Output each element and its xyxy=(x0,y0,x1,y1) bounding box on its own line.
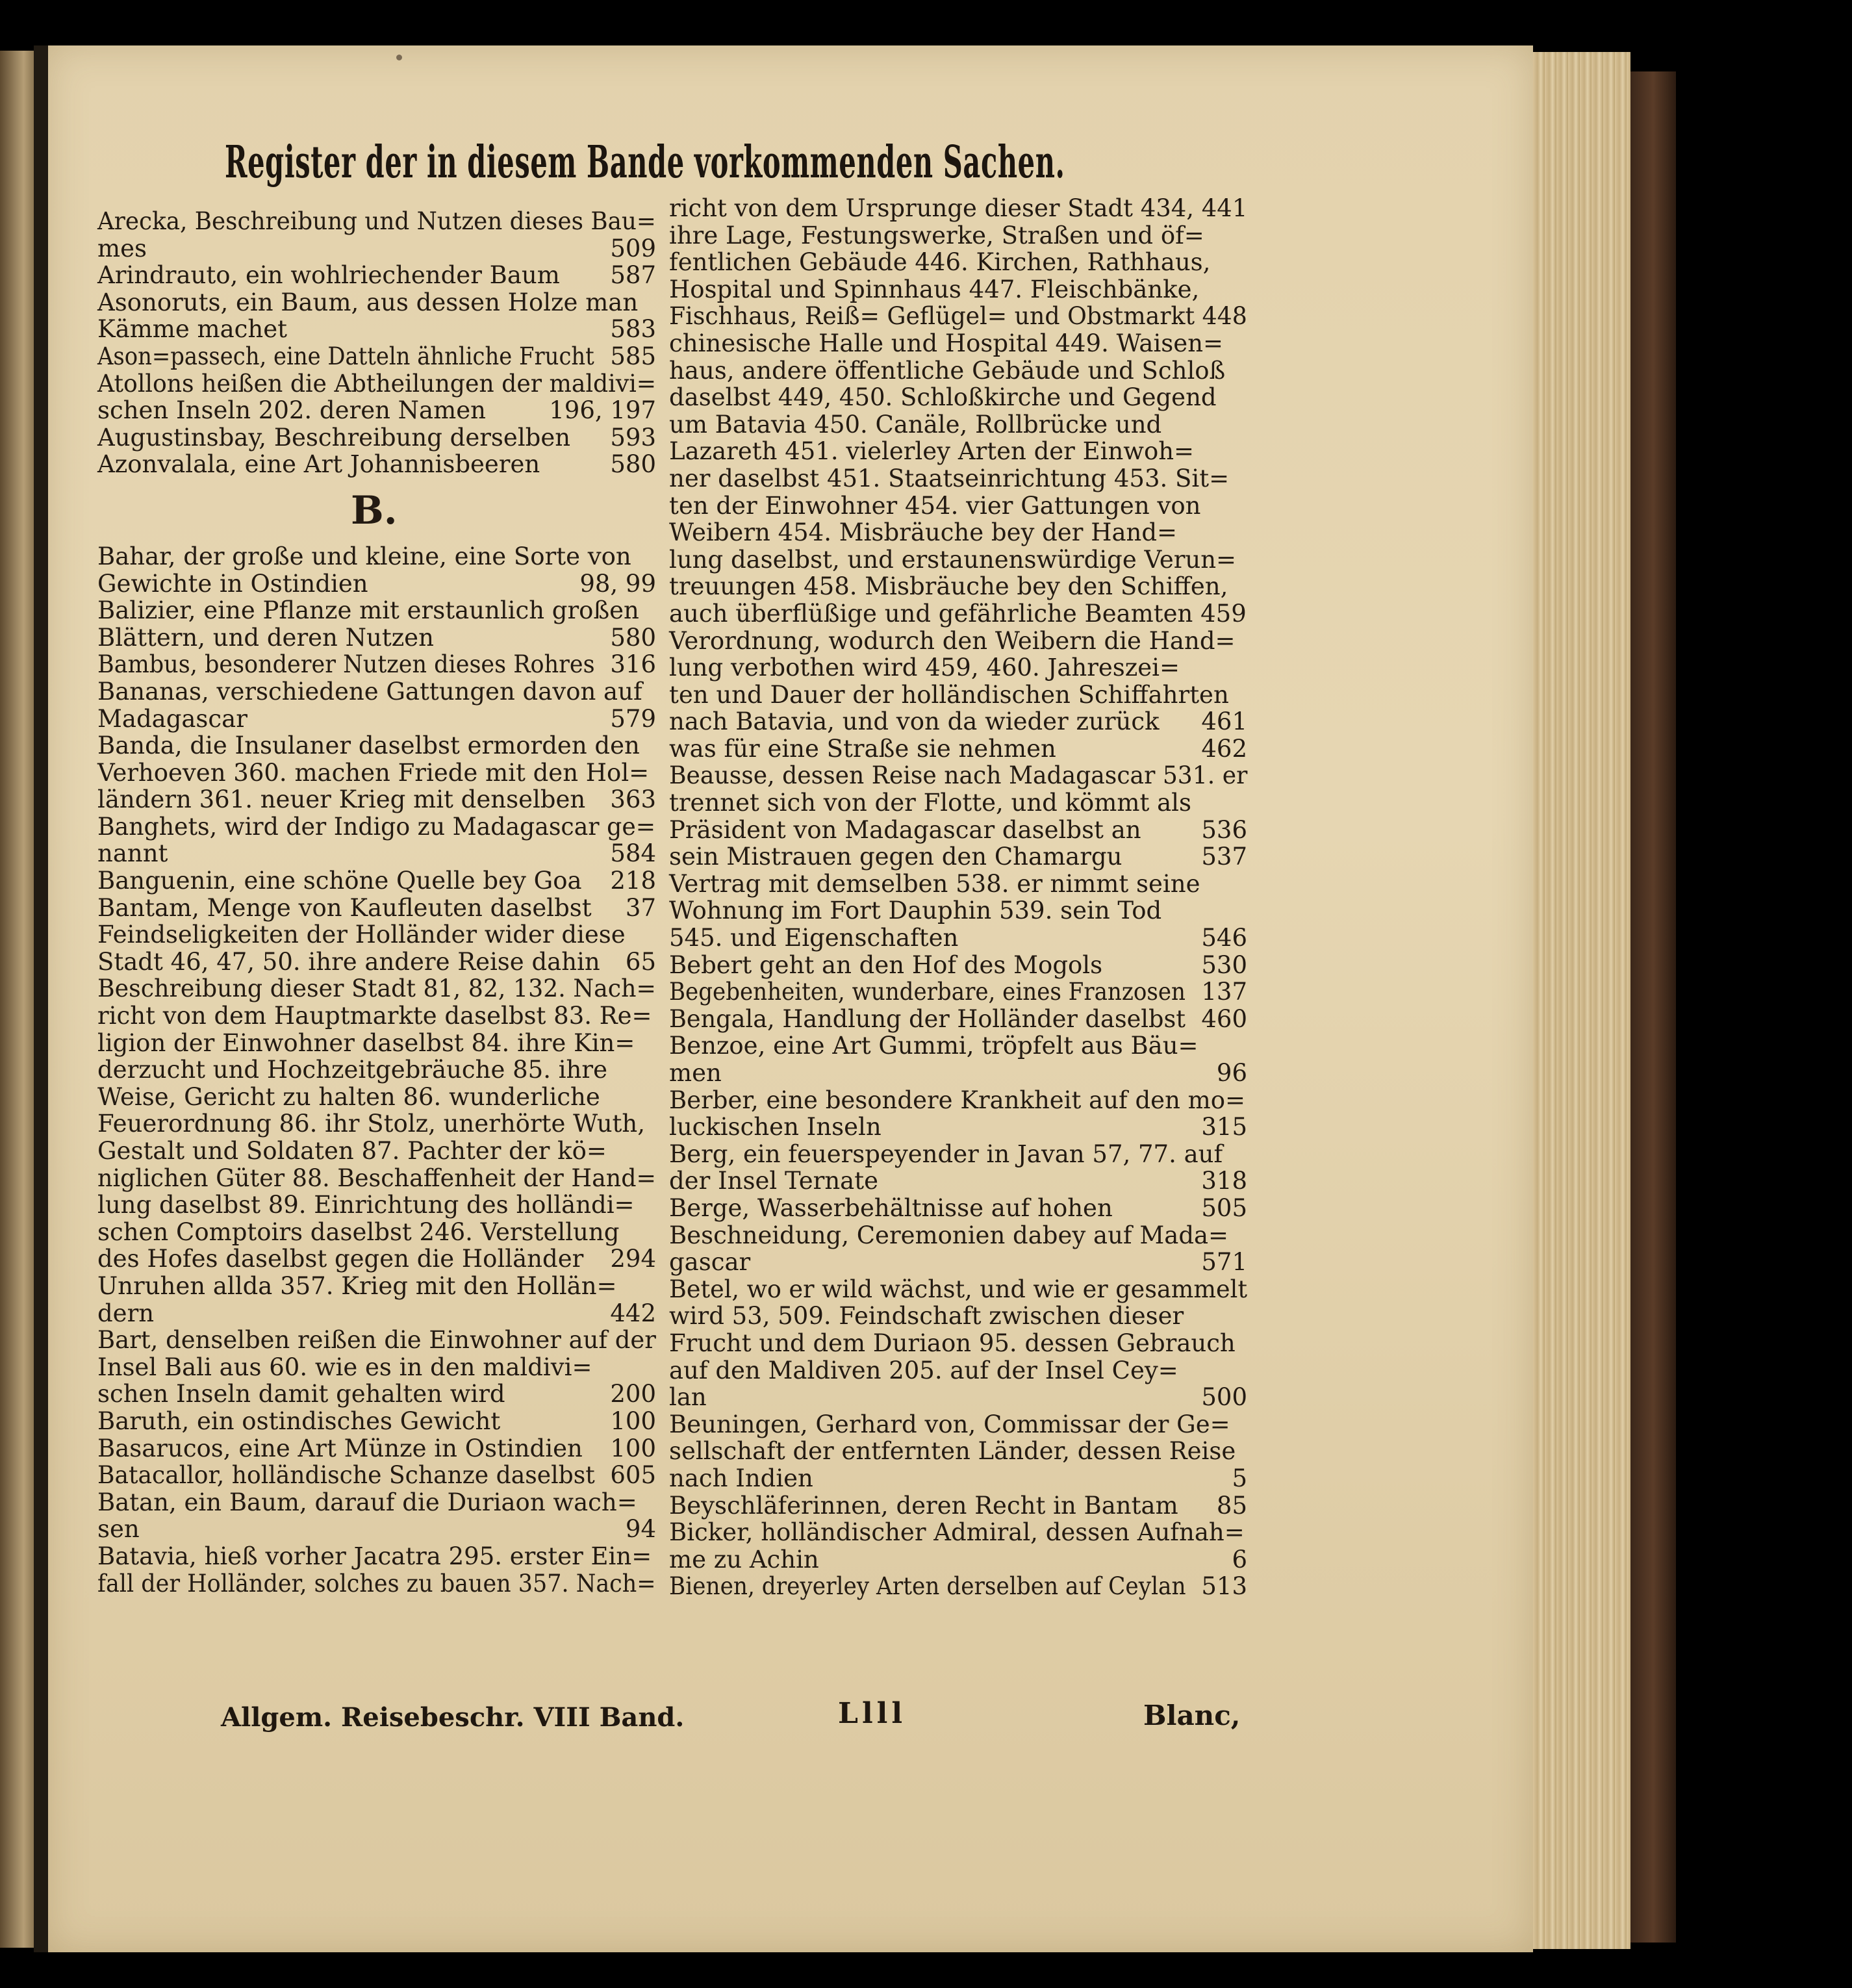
index-entry-line xyxy=(669,222,1247,249)
entry-text: fentlichen Gebäude 446. Kirchen, Rathhaus, xyxy=(669,248,1211,277)
footer-book-title: Allgem. Reisebeschr. VIII Band. xyxy=(221,1702,685,1733)
entry-text: Kämme machet xyxy=(97,315,287,344)
entry-text: Ason=passech, eine Datteln ähnliche Frucht xyxy=(97,342,594,370)
index-entry-line xyxy=(97,949,656,976)
index-entry-line xyxy=(97,1245,656,1273)
index-entry-line xyxy=(669,1249,1247,1276)
page-reference: 363 xyxy=(610,785,656,814)
entry-text: Bananas, verschiedene Gattungen davon auf xyxy=(97,677,642,706)
page-reference: 100 xyxy=(610,1407,656,1435)
entry-text: Hospital und Spinnhaus 447. Fleischbänke, xyxy=(669,275,1200,303)
index-entry-line xyxy=(669,1222,1247,1249)
entry-text: niglichen Güter 88. Beschaffenheit der Hand= xyxy=(97,1164,657,1192)
entry-text: ner daselbst 451. Staatseinrichtung 453. Sit= xyxy=(669,464,1230,492)
index-entry-line xyxy=(669,1519,1247,1546)
index-entry-line xyxy=(669,897,1247,924)
entry-text: men xyxy=(669,1059,722,1087)
entry-text: Baruth, ein ostindisches Gewicht xyxy=(97,1407,501,1435)
page-reference: 579 xyxy=(610,704,656,733)
entry-text: Beschneidung, Ceremonien dabey auf Mada= xyxy=(669,1221,1229,1249)
page-reference: 218 xyxy=(610,867,656,895)
entry-text: lan xyxy=(669,1383,707,1412)
entry-text: um Batavia 450. Canäle, Rollbrücke und xyxy=(669,410,1162,439)
entry-text: Bengala, Handlung der Holländer daselbst xyxy=(669,1004,1186,1033)
index-entry-line xyxy=(669,438,1247,465)
index-entry-line xyxy=(97,1056,656,1084)
entry-text: Gestalt und Soldaten 87. Pachter der kö= xyxy=(97,1137,607,1165)
entry-text: haus, andere öffentliche Gebäude und Schloß xyxy=(669,356,1226,385)
page-reference: 85 xyxy=(1216,1491,1247,1520)
entry-text: was für eine Straße sie nehmen xyxy=(669,734,1056,763)
footer-signature-mark: Llll xyxy=(838,1697,907,1730)
entry-text: Arindrauto, ein wohlriechender Baum xyxy=(97,261,560,290)
index-entry-line xyxy=(97,732,656,759)
page-reference: 580 xyxy=(610,623,656,652)
entry-text: Vertrag mit demselben 538. er nimmt seine xyxy=(669,869,1200,898)
index-entry-line xyxy=(669,789,1247,817)
index-entry-line xyxy=(669,762,1247,789)
entry-text: Feuerordnung 86. ihr Stolz, unerhörte Wuth, xyxy=(97,1110,645,1138)
entry-text: Benzoe, eine Art Gummi, tröpfelt aus Bäu= xyxy=(669,1032,1199,1060)
index-entry-line xyxy=(97,1435,656,1462)
entry-text: Batavia, hieß vorher Jacatra 295. erster Ein= xyxy=(97,1542,652,1570)
page-reference: 584 xyxy=(610,839,656,868)
index-entry-line xyxy=(97,1408,656,1435)
index-entry-line xyxy=(669,357,1247,385)
index-entry-line xyxy=(97,678,656,706)
index-entry-line xyxy=(669,628,1247,655)
index-entry-line xyxy=(669,1141,1247,1168)
index-entry-line xyxy=(97,840,656,867)
index-entry-line xyxy=(669,817,1247,844)
index-entry-line xyxy=(97,1354,656,1381)
entry-text: Azonvalala, eine Art Johannisbeeren xyxy=(97,450,540,479)
index-column-left xyxy=(97,208,656,1597)
entry-text: Bantam, Menge von Kaufleuten daselbst xyxy=(97,893,592,922)
index-entry-line xyxy=(97,424,656,452)
entry-text: Asonoruts, ein Baum, aus dessen Holze man xyxy=(97,288,639,316)
index-entry-line xyxy=(97,1030,656,1057)
entry-text: schen Inseln damit gehalten wird xyxy=(97,1380,505,1408)
footer-catchword: Blanc, xyxy=(1143,1700,1241,1731)
section-heading xyxy=(97,478,656,543)
page-reference: 513 xyxy=(1201,1572,1247,1601)
entry-text: auch überflüßige und gefährliche Beamten 459 xyxy=(669,599,1247,628)
page-stack-edge xyxy=(1533,52,1630,1949)
page-reference: 509 xyxy=(610,234,656,262)
index-entry-line xyxy=(669,411,1247,439)
index-entry-line xyxy=(97,370,656,398)
entry-text: Beschreibung dieser Stadt 81, 82, 132. Nach= xyxy=(97,975,656,1003)
page-reference: 462 xyxy=(1201,734,1247,763)
index-entry-line xyxy=(97,543,656,570)
index-entry-line xyxy=(97,1300,656,1327)
index-entry-line xyxy=(669,519,1247,546)
index-entry-line xyxy=(97,262,656,289)
page-title: Register der in diesem Bande vorkommenden Sachen. xyxy=(225,136,1065,188)
index-entry-line xyxy=(97,1489,656,1516)
entry-text: luckischen Inseln xyxy=(669,1113,882,1141)
entry-text: Bambus, besonderer Nutzen dieses Rohres xyxy=(97,650,595,679)
entry-text: Berber, eine besondere Krankheit auf den mo= xyxy=(669,1086,1246,1114)
index-entry-line xyxy=(669,843,1247,871)
section-letter: B. xyxy=(351,487,398,533)
entry-text: Bart, denselben reißen die Einwohner auf der xyxy=(97,1326,656,1355)
page-reference: 587 xyxy=(610,261,656,290)
entry-text: me zu Achin xyxy=(669,1545,819,1574)
page-reference: 96 xyxy=(1216,1059,1247,1087)
entry-text: der Insel Ternate xyxy=(669,1167,878,1195)
index-entry-line xyxy=(97,786,656,813)
index-entry-line xyxy=(669,492,1247,520)
entry-text: Frucht und dem Duriaon 95. dessen Gebrauch xyxy=(669,1329,1236,1357)
page-reference: 316 xyxy=(610,650,656,679)
entry-text: ten und Dauer der holländischen Schiffahrten xyxy=(669,680,1229,709)
index-entry-line xyxy=(97,895,656,922)
page-reference: 536 xyxy=(1201,815,1247,844)
entry-text: Beyschläferinnen, deren Recht in Bantam xyxy=(669,1491,1178,1520)
entry-text: Madagascar xyxy=(97,704,247,733)
page-reference: 5 xyxy=(1232,1464,1247,1492)
entry-text: sen xyxy=(97,1515,140,1544)
page-reference: 200 xyxy=(610,1380,656,1408)
entry-text: Banguenin, eine schöne Quelle bey Goa xyxy=(97,867,582,895)
entry-text: Atollons heißen die Abtheilungen der maldivi= xyxy=(97,369,657,398)
index-entry-line xyxy=(97,759,656,787)
index-entry-line xyxy=(97,208,656,235)
index-entry-line xyxy=(669,1195,1247,1222)
index-entry-line xyxy=(669,1411,1247,1438)
index-entry-line xyxy=(97,1516,656,1543)
entry-text: Banghets, wird der Indigo zu Madagascar ge= xyxy=(97,812,656,841)
entry-text: dern xyxy=(97,1299,155,1327)
index-entry-line xyxy=(669,708,1247,735)
entry-text: Bebert geht an den Hof des Mogols xyxy=(669,950,1103,979)
index-entry-line xyxy=(669,952,1247,979)
index-entry-line xyxy=(669,1357,1247,1384)
facing-page-edge xyxy=(0,51,34,1948)
index-entry-line xyxy=(669,249,1247,276)
page-reference: 6 xyxy=(1232,1545,1247,1574)
index-entry-line xyxy=(669,276,1247,303)
entry-text: richt von dem Hauptmarkte daselbst 83. Re= xyxy=(97,1002,652,1030)
index-entry-line xyxy=(669,1438,1247,1465)
book-cover-board xyxy=(1630,71,1676,1943)
page-reference: 37 xyxy=(625,893,656,922)
entry-text: Berge, Wasserbehältnisse auf hohen xyxy=(669,1193,1113,1222)
entry-text: auf den Maldiven 205. auf der Insel Cey= xyxy=(669,1356,1178,1384)
index-entry-line xyxy=(669,924,1247,952)
index-entry-line xyxy=(669,1114,1247,1141)
entry-text: Verordnung, wodurch den Weibern die Hand= xyxy=(669,626,1236,655)
entry-text: Augustinsbay, Beschreibung derselben xyxy=(97,423,571,452)
book-gutter xyxy=(34,45,48,1952)
page-reference: 100 xyxy=(610,1434,656,1462)
entry-text: ten der Einwohner 454. vier Gattungen von xyxy=(669,491,1201,520)
page-reference: 196, 197 xyxy=(549,396,656,425)
entry-text: treuungen 458. Misbräuche bey den Schiffen, xyxy=(669,572,1228,601)
index-entry-line xyxy=(97,1543,656,1570)
entry-text: schen Inseln 202. deren Namen xyxy=(97,396,486,425)
entry-text: Blättern, und deren Nutzen xyxy=(97,623,434,652)
index-entry-line xyxy=(97,1219,656,1246)
index-entry-line xyxy=(669,465,1247,492)
index-entry-line xyxy=(669,1465,1247,1492)
index-entry-line xyxy=(97,235,656,262)
index-entry-line xyxy=(97,813,656,841)
index-entry-line xyxy=(97,624,656,652)
entry-text: chinesische Halle und Hospital 449. Waisen= xyxy=(669,329,1224,357)
entry-text: des Hofes daselbst gegen die Holländer xyxy=(97,1245,584,1273)
entry-text: Weibern 454. Misbräuche bey der Hand= xyxy=(669,518,1178,547)
index-entry-line xyxy=(97,597,656,624)
entry-text: fall der Holländer, solches zu bauen 357. Nach= xyxy=(97,1569,656,1598)
page-reference: 580 xyxy=(610,450,656,479)
index-entry-line xyxy=(669,1573,1247,1600)
entry-text: Präsident von Madagascar daselbst an xyxy=(669,815,1141,844)
index-entry-line xyxy=(97,1084,656,1111)
index-entry-line xyxy=(669,682,1247,709)
index-entry-line xyxy=(669,1060,1247,1087)
index-entry-line xyxy=(669,871,1247,898)
page-reference: 315 xyxy=(1201,1113,1247,1141)
entry-text: Unruhen allda 357. Krieg mit den Hollän= xyxy=(97,1271,617,1300)
entry-text: nannt xyxy=(97,839,168,868)
index-entry-line xyxy=(669,1330,1247,1357)
index-entry-line xyxy=(669,1546,1247,1574)
index-entry-line xyxy=(97,651,656,678)
index-entry-line xyxy=(97,1138,656,1165)
entry-text: Batacallor, holländische Schanze daselbst xyxy=(97,1461,595,1490)
page-reference: 461 xyxy=(1201,707,1247,736)
index-entry-line xyxy=(669,735,1247,763)
index-entry-line xyxy=(669,1006,1247,1033)
page-reference: 585 xyxy=(610,342,656,370)
index-entry-line xyxy=(97,1110,656,1138)
index-entry-line xyxy=(97,1165,656,1192)
entry-text: nach Indien xyxy=(669,1464,813,1492)
entry-text: Arecka, Beschreibung und Nutzen dieses Bau= xyxy=(97,207,656,235)
entry-text: Feindseligkeiten der Holländer wider diese xyxy=(97,921,626,949)
entry-text: derzucht und Hochzeitgebräuche 85. ihre xyxy=(97,1056,607,1084)
entry-text: Fischhaus, Reiß= Geflügel= und Obstmarkt 448 xyxy=(669,302,1247,331)
index-entry-line xyxy=(669,600,1247,628)
page-reference: 505 xyxy=(1201,1193,1247,1222)
index-entry-line xyxy=(669,303,1247,330)
page-reference: 137 xyxy=(1201,978,1247,1006)
index-entry-line xyxy=(97,1381,656,1408)
entry-text: Beuningen, Gerhard von, Commissar der Ge= xyxy=(669,1410,1230,1438)
index-entry-line xyxy=(669,1384,1247,1411)
index-column-right xyxy=(669,195,1247,1600)
index-entry-line xyxy=(97,343,656,370)
index-entry-line xyxy=(97,397,656,424)
entry-text: Bienen, dreyerley Arten derselben auf Ceylan xyxy=(669,1572,1186,1601)
entry-text: richt von dem Ursprunge dieser Stadt 434, 441 xyxy=(669,194,1248,222)
index-entry-line xyxy=(97,1002,656,1030)
entry-text: Lazareth 451. vielerley Arten der Einwoh= xyxy=(669,437,1195,466)
page-reference: 460 xyxy=(1201,1004,1247,1033)
index-entry-line xyxy=(669,654,1247,682)
index-entry-line xyxy=(97,1327,656,1354)
page-reference: 294 xyxy=(610,1245,656,1273)
entry-text: Insel Bali aus 60. wie es in den maldivi= xyxy=(97,1353,592,1381)
entry-text: 545. und Eigenschaften xyxy=(669,924,959,952)
entry-text: Beausse, dessen Reise nach Madagascar 531. er xyxy=(669,761,1248,790)
index-entry-line xyxy=(97,1570,656,1598)
index-entry-line xyxy=(97,1273,656,1300)
entry-text: sein Mistrauen gegen den Chamargu xyxy=(669,843,1123,871)
entry-text: Batan, ein Baum, darauf die Duriaon wach= xyxy=(97,1488,637,1516)
entry-text: Berg, ein feuerspeyender in Javan 57, 77. auf xyxy=(669,1140,1223,1168)
page-reference: 442 xyxy=(610,1299,656,1327)
index-entry-line xyxy=(97,706,656,733)
entry-text: trennet sich von der Flotte, und kömmt als xyxy=(669,789,1191,817)
page-reference: 571 xyxy=(1201,1248,1247,1277)
page-reference: 98, 99 xyxy=(579,569,656,598)
entry-text: gascar xyxy=(669,1248,751,1277)
index-entry-line xyxy=(669,1032,1247,1060)
index-entry-line xyxy=(97,975,656,1002)
page-reference: 593 xyxy=(610,423,656,452)
index-entry-line xyxy=(97,451,656,478)
entry-text: Wohnung im Fort Dauphin 539. sein Tod xyxy=(669,897,1162,925)
entry-text: mes xyxy=(97,234,147,262)
entry-text: sellschaft der entfernten Länder, dessen Reise xyxy=(669,1437,1236,1466)
index-entry-line xyxy=(669,195,1247,222)
page-reference: 318 xyxy=(1201,1167,1247,1195)
index-entry-line xyxy=(669,1492,1247,1520)
entry-text: ländern 361. neuer Krieg mit denselben xyxy=(97,785,586,814)
index-entry-line xyxy=(669,1303,1247,1330)
page-reference: 546 xyxy=(1201,924,1247,952)
entry-text: ihre Lage, Festungswerke, Straßen und öf= xyxy=(669,221,1204,249)
index-entry-line xyxy=(669,1276,1247,1303)
entry-text: Basarucos, eine Art Münze in Ostindien xyxy=(97,1434,583,1462)
entry-text: Balizier, eine Pflanze mit erstaunlich großen xyxy=(97,596,639,625)
entry-text: daselbst 449, 450. Schloßkirche und Gegend xyxy=(669,383,1217,412)
entry-text: Weise, Gericht zu halten 86. wunderliche xyxy=(97,1082,600,1111)
entry-text: Banda, die Insulaner daselbst ermorden den xyxy=(97,732,640,760)
entry-text: lung daselbst 89. Einrichtung des holländi= xyxy=(97,1191,635,1219)
entry-text: Gewichte in Ostindien xyxy=(97,569,368,598)
index-entry-line xyxy=(669,384,1247,411)
entry-text: lung daselbst, und erstaunenswürdige Verun= xyxy=(669,545,1237,574)
entry-text: Begebenheiten, wunderbare, eines Franzosen xyxy=(669,978,1186,1006)
entry-text: schen Comptoirs daselbst 246. Verstellung xyxy=(97,1217,620,1246)
index-entry-line xyxy=(97,570,656,598)
entry-text: ligion der Einwohner daselbst 84. ihre Kin= xyxy=(97,1028,635,1057)
page-reference: 583 xyxy=(610,315,656,344)
page-reference: 94 xyxy=(625,1515,656,1544)
index-entry-line xyxy=(97,1192,656,1219)
paper-speck xyxy=(396,55,402,60)
entry-text: Bicker, holländischer Admiral, dessen Aufnah= xyxy=(669,1518,1245,1547)
entry-text: Verhoeven 360. machen Friede mit den Hol= xyxy=(97,758,650,787)
index-entry-line xyxy=(669,1087,1247,1114)
index-entry-line xyxy=(669,573,1247,600)
index-entry-line xyxy=(669,330,1247,357)
entry-text: Betel, wo er wild wächst, und wie er gesammelt xyxy=(669,1275,1247,1303)
index-entry-line xyxy=(97,289,656,316)
index-entry-line xyxy=(669,546,1247,574)
entry-text: Bahar, der große und kleine, eine Sorte von xyxy=(97,542,631,570)
entry-text: Stadt 46, 47, 50. ihre andere Reise dahin xyxy=(97,947,600,976)
index-entry-line xyxy=(669,978,1247,1006)
page-reference: 537 xyxy=(1201,843,1247,871)
entry-text: nach Batavia, und von da wieder zurück xyxy=(669,707,1160,736)
index-entry-line xyxy=(97,921,656,949)
index-entry-line xyxy=(97,867,656,895)
index-entry-line xyxy=(97,1462,656,1489)
index-entry-line xyxy=(97,316,656,343)
page-reference: 500 xyxy=(1201,1383,1247,1412)
page-reference: 65 xyxy=(625,947,656,976)
index-entry-line xyxy=(669,1167,1247,1195)
entry-text: lung verbothen wird 459, 460. Jahreszei= xyxy=(669,654,1180,682)
page-reference: 605 xyxy=(610,1461,656,1490)
page-reference: 530 xyxy=(1201,950,1247,979)
entry-text: wird 53, 509. Feindschaft zwischen dieser xyxy=(669,1302,1184,1331)
